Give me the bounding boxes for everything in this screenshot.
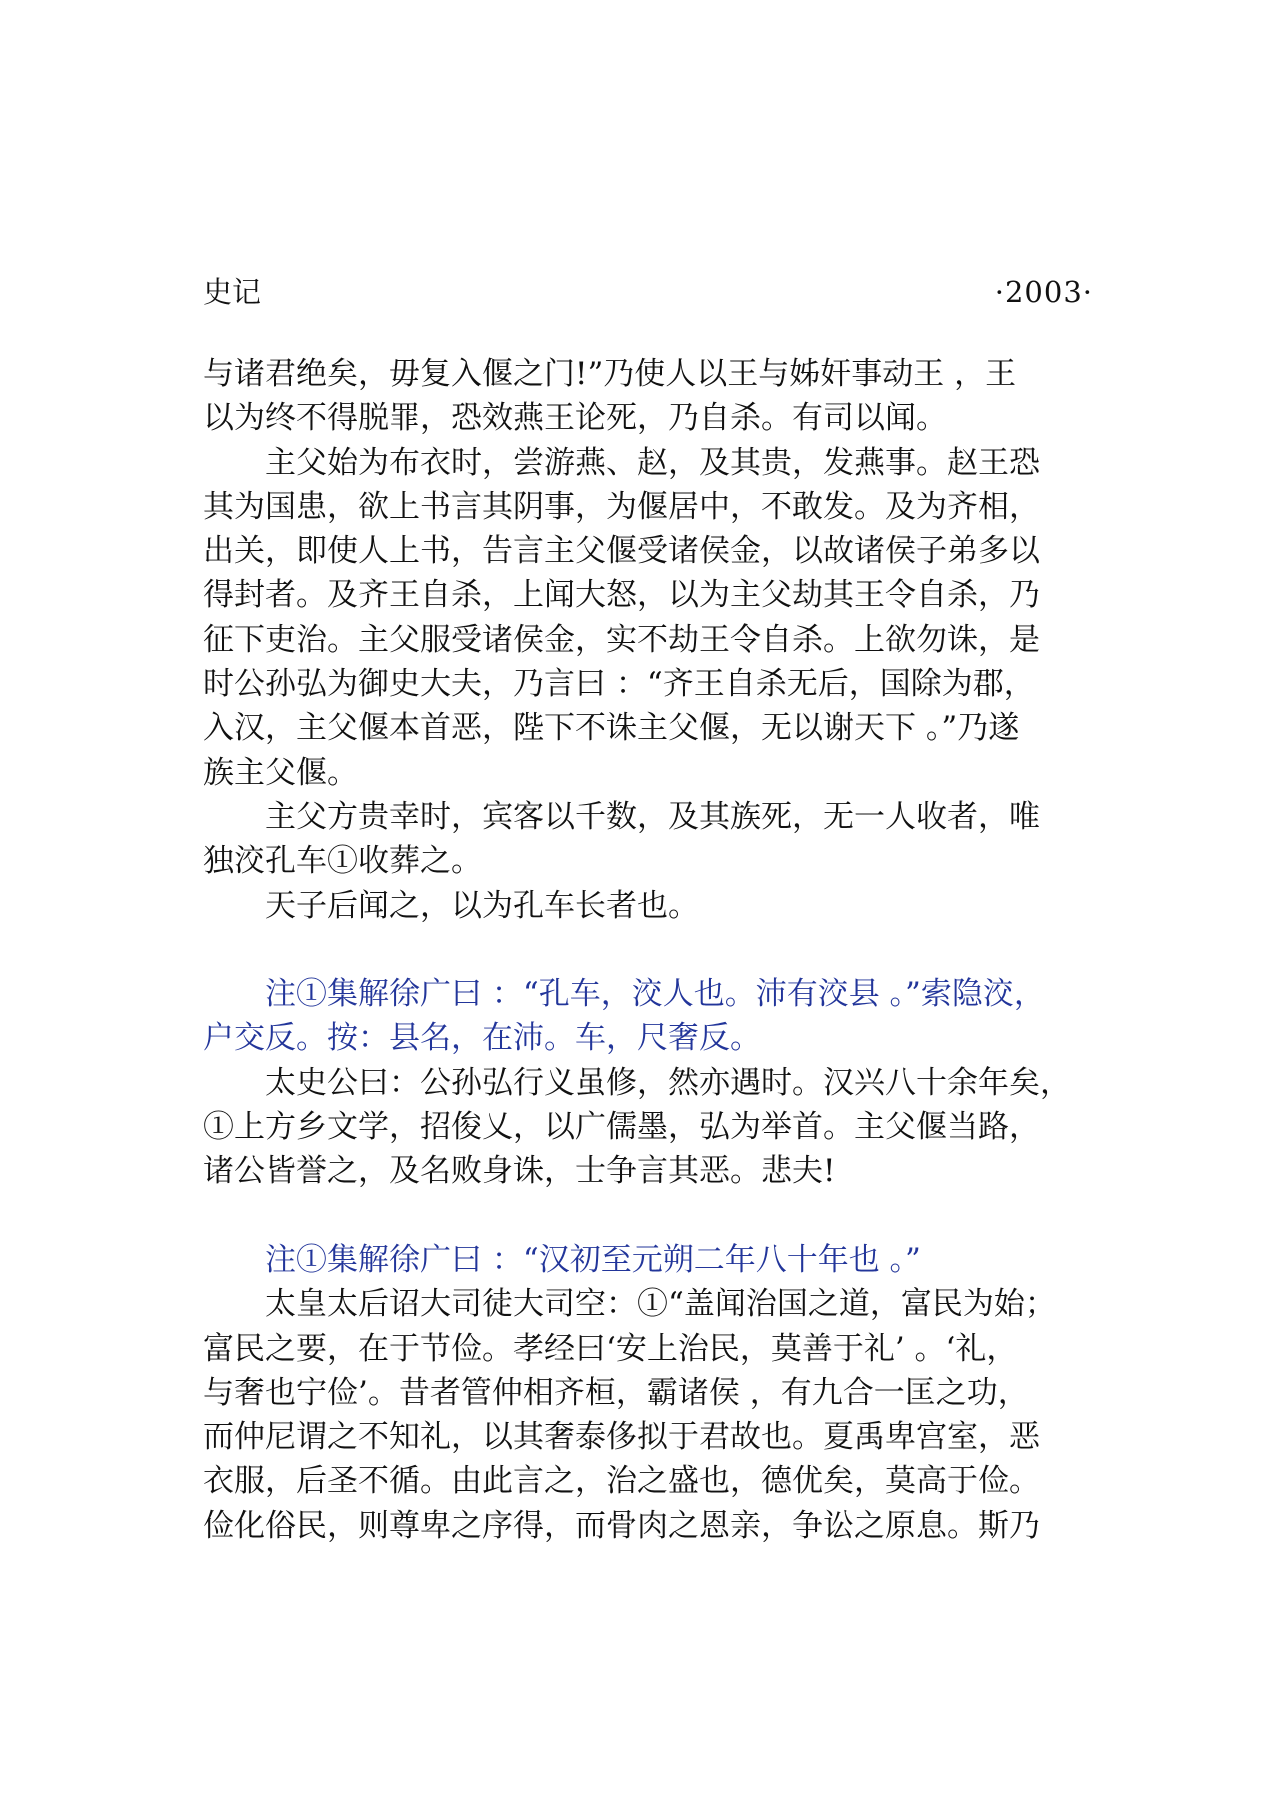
text-line: 入汉，主父偃本首恶，陛下不诛主父偃，无以谢天下 。”乃遂	[203, 710, 1020, 747]
text-line: 太史公曰：公孙弘行义虽修，然亦遇时。汉兴八十余年矣，	[203, 1064, 1071, 1101]
text-line: 天子后闻之，以为孔车长者也。	[203, 887, 699, 924]
text-line: 富民之要，在于节俭。孝经曰‘安上治民，莫善于礼’ 。‘礼，	[203, 1330, 1018, 1367]
text-line: 俭化俗民，则尊卑之序得，而骨肉之恩亲，争讼之原息。斯乃	[203, 1507, 1040, 1544]
text-line: 太皇太后诏大司徒大司空：①“盖闻治国之道，富民为始；	[203, 1286, 1056, 1323]
footnote-line: 注①集解徐广曰 ：“孔车，洨人也。沛有洨县 。”索隐洨，	[203, 976, 1045, 1013]
book-title: 史记	[203, 275, 262, 309]
text-line: 衣服，后圣不循。由此言之，治之盛也，德优矣，莫高于俭。	[203, 1463, 1040, 1500]
text-line: 与诸君绝矣，毋复入偃之门!”乃使人以王与姊奸事动王 ，王	[203, 356, 1017, 392]
text-line: 诸公皆誉之，及名败身诛，士争言其恶。悲夫!	[203, 1153, 836, 1190]
text-line: 而仲尼谓之不知礼，以其奢泰侈拟于君故也。夏禹卑宫室，恶	[203, 1419, 1040, 1456]
page-number: ·2003·	[994, 275, 1093, 309]
text-line: 其为国患，欲上书言其阴事，为偃居中，不敢发。及为齐相，	[203, 488, 1040, 525]
footnote-line: 户交反。按：县名，在沛。车，尺奢反。	[203, 1020, 761, 1057]
text-line: 出关，即使人上书，告言主父偃受诸侯金，以故诸侯子弟多以	[203, 533, 1040, 570]
text-line: 主父始为布衣时，尝游燕、赵，及其贵，发燕事。赵王恐	[203, 444, 1040, 481]
text-line: 征下吏治。主父服受诸侯金，实不劫王令自杀。上欲勿诛，是	[203, 621, 1040, 658]
main-text	[203, 352, 1103, 1548]
text-line: 主父方贵幸时，宾客以千数，及其族死，无一人收者，唯	[203, 798, 1040, 835]
paragraph-gap	[203, 1194, 1103, 1238]
paragraph-gap	[203, 928, 1103, 972]
text-line: 时公孙弘为御史大夫，乃言曰 ：“齐王自杀无后，国除为郡，	[203, 666, 1035, 703]
footnote-line: 注①集解徐广曰 ：“汉初至元朔二年八十年也 。”	[203, 1241, 921, 1278]
text-line: 以为终不得脱罪，恐效燕王论死，乃自杀。有司以闻。	[203, 400, 947, 437]
text-line: 与奢也宁俭’。昔者管仲相齐桓，霸诸侯 ，有九合一匡之功，	[203, 1374, 1029, 1411]
text-line: 族主父偃。	[203, 754, 358, 791]
page-header	[203, 270, 1093, 314]
text-line: 独洨孔车①收葬之。	[203, 843, 482, 880]
text-line: 得封者。及齐王自杀，上闻大怒，以为主父劫其王令自杀，乃	[203, 577, 1040, 614]
text-line: ①上方乡文学，招俊乂，以广儒墨，弘为举首。主父偃当路，	[203, 1109, 1040, 1146]
